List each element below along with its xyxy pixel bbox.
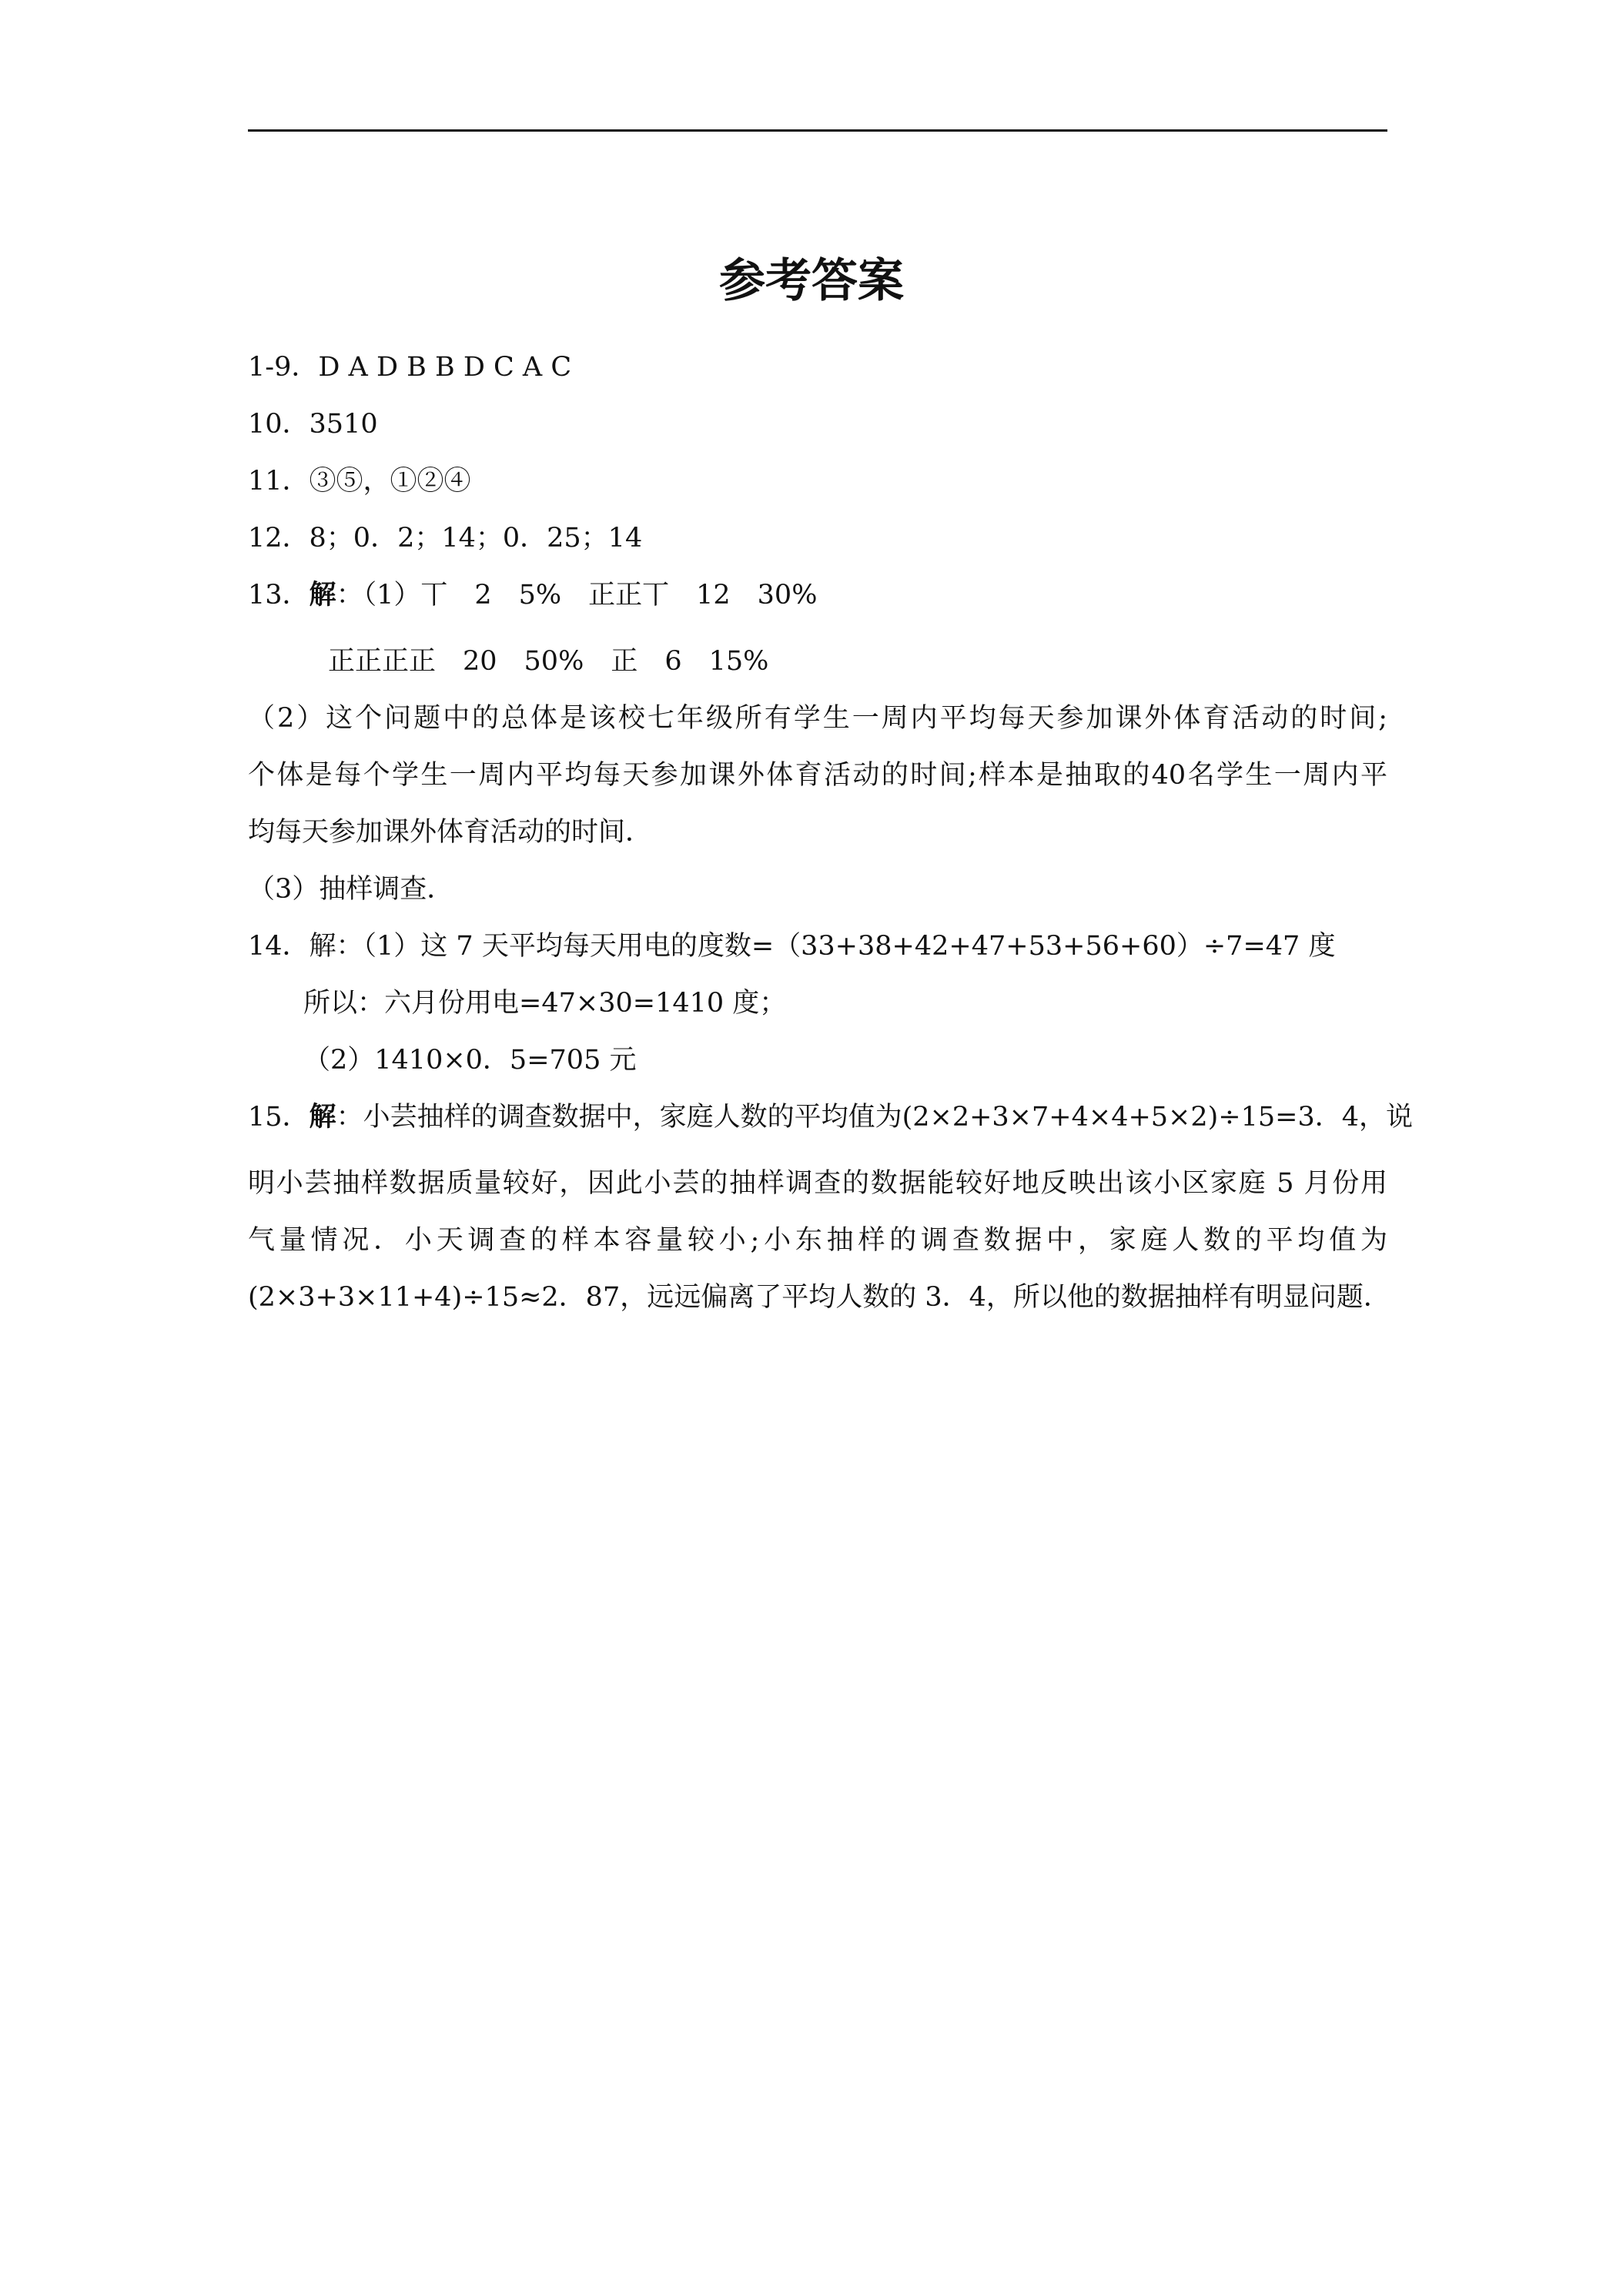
answer-14-line2: 所以：六月份用电=47×30=1410 度； — [303, 988, 787, 1019]
answer-1-9: 1-9．D A D B B D C A C — [248, 352, 572, 383]
answer-13-line1 — [248, 567, 1387, 624]
answer-15-line2: 明小芸抽样数据质量较好，因此小芸的抽样调查的数据能较好地反映出该小区家庭 5 月份用 — [248, 1168, 1387, 1199]
answer-14-line3: （2）1410×0．5=705 元 — [303, 1045, 637, 1076]
answer-13-line2: 正正正正 20 50% 正 6 15% — [328, 646, 769, 677]
answer-12: 12．8；0．2；14；0．25；14 — [248, 523, 643, 554]
answer-13-part2-line1: （2）这个问题中的总体是该校七年级所有学生一周内平均每天参加课外体育活动的时间; — [248, 703, 1387, 734]
answer-15-text: ：小芸抽样的调查数据中，家庭人数的平均值为(2×2+3×7+4×4+5×2)÷15=3．4，说 — [336, 1102, 1414, 1133]
answer-13-part2-line2: 个体是每个学生一周内平均每天参加课外体育活动的时间;样本是抽取的40名学生一周内平 — [248, 760, 1387, 791]
header-rule — [248, 129, 1387, 132]
answer-10: 10．3510 — [248, 409, 378, 440]
answer-13-number: 13． — [248, 580, 310, 611]
answer-13-part1: ：（1）丅 2 5% 正正丅 12 30% — [336, 580, 818, 611]
answer-13-part2-line3: 均每天参加课外体育活动的时间． — [248, 817, 653, 848]
answer-15-line4: (2×3+3×11+4)÷15≈2．87，远远偏离了平均人数的 3．4，所以他的数据抽样有明显问题． — [248, 1282, 1390, 1313]
answer-14-line1: 14．解：（1）这 7 天平均每天用电的度数=（33+38+42+47+53+56+60）÷7=47 度 — [248, 931, 1336, 962]
page-title: 参考答案 — [719, 254, 904, 308]
answer-15-line3: 气量情况．小天调查的样本容量较小;小东抽样的调查数据中，家庭人数的平均值为 — [248, 1225, 1387, 1256]
solution-label: 解 — [309, 1101, 336, 1133]
solution-label: 解 — [309, 579, 336, 611]
answer-11: 11．③⑤，①②④ — [248, 466, 471, 497]
answer-15-number: 15． — [248, 1102, 310, 1133]
answer-content — [248, 339, 1414, 1326]
answer-15-line1 — [248, 1089, 1414, 1146]
answer-13-part3: （3）抽样调查． — [248, 874, 454, 905]
